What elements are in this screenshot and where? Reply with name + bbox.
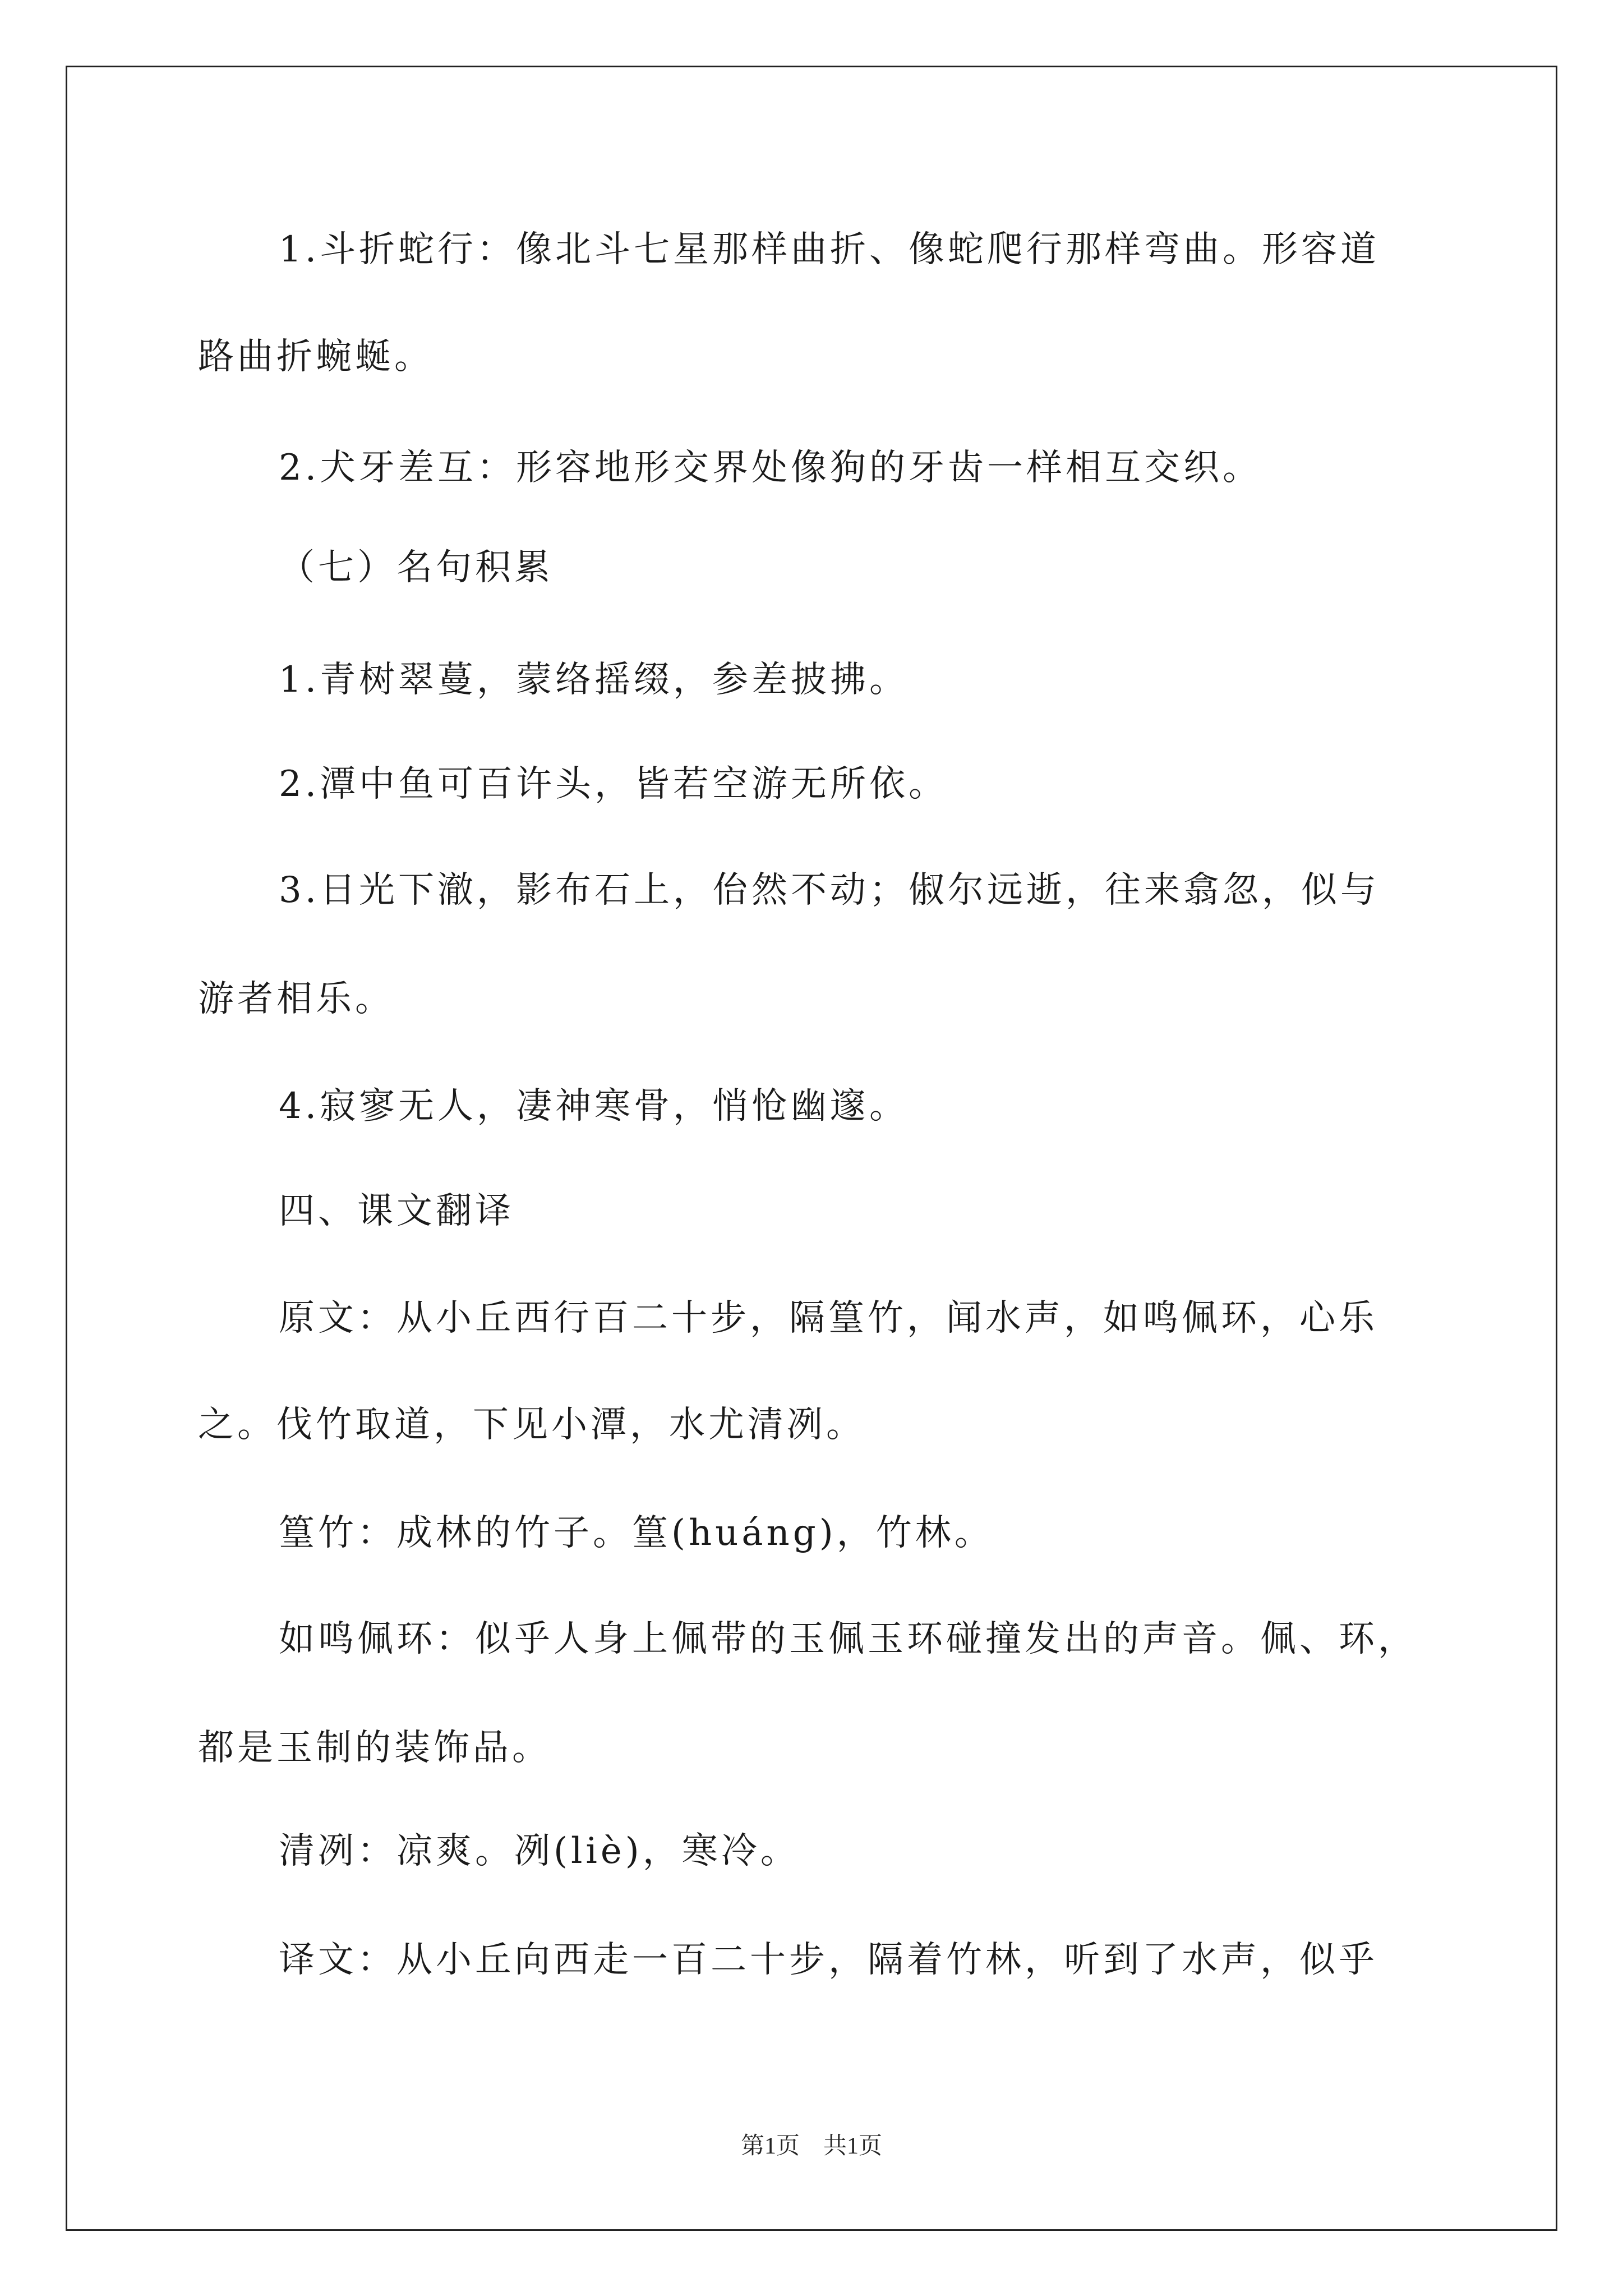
- section-heading: （七）名句积累: [279, 547, 554, 588]
- text-line: 3.日光下澈，影布石上，佁然不动；俶尔远逝，往来翕忽，似与: [279, 869, 1380, 911]
- text-line: 1.青树翠蔓，蒙络摇缀，参差披拂。: [279, 659, 909, 701]
- page-footer: 第1页 共1页: [740, 2133, 882, 2159]
- text-line: 2.犬牙差互：形容地形交界处像狗的牙齿一样相互交织。: [279, 447, 1262, 489]
- section-heading: 四、课文翻译: [279, 1190, 514, 1232]
- text-line: 1.斗折蛇行：像北斗七星那样曲折、像蛇爬行那样弯曲。形容道: [279, 229, 1380, 270]
- text-line: 原文：从小丘西行百二十步，隔篁竹，闻水声，如鸣佩环，心乐: [279, 1297, 1378, 1339]
- text-line: 清冽：凉爽。冽(liè)，寒冷。: [279, 1830, 800, 1872]
- text-line: 4.寂寥无人，凄神寒骨，悄怆幽邃。: [279, 1085, 909, 1127]
- text-line: 如鸣佩环：似乎人身上佩带的玉佩玉环碰撞发出的声音。佩、环，: [279, 1618, 1417, 1660]
- text-line: 都是玉制的装饰品。: [198, 1727, 551, 1769]
- text-line: 译文：从小丘向西走一百二十步，隔着竹林，听到了水声，似乎: [279, 1939, 1378, 1981]
- text-line: 2.潭中鱼可百许头，皆若空游无所依。: [279, 763, 948, 805]
- text-line: 游者相乐。: [198, 978, 394, 1020]
- text-line: 篁竹：成林的竹子。篁(huáng)，竹林。: [279, 1512, 994, 1554]
- page-border: [66, 66, 1557, 2231]
- text-line: 路曲折蜿蜒。: [198, 336, 434, 378]
- text-line: 之。伐竹取道，下见小潭，水尤清冽。: [198, 1404, 865, 1446]
